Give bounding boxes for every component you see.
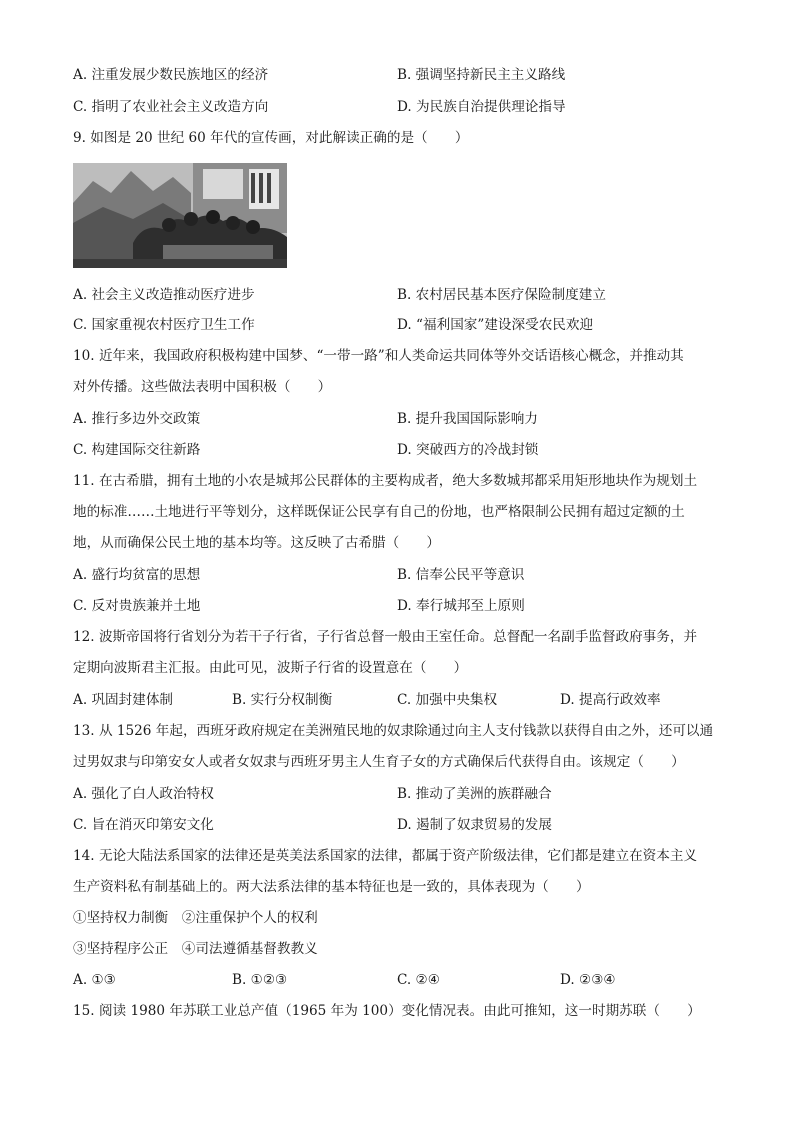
q9-stem: 9. 如图是 20 世纪 60 年代的宣传画，对此解读正确的是（ ） — [73, 130, 469, 146]
q11-stem-line-3: 地，从而确保公民土地的基本均等。这反映了古希腊（ ） — [73, 535, 441, 551]
propaganda-poster-image — [73, 163, 287, 268]
q11-option-a: A. 盛行均贫富的思想 — [73, 567, 201, 583]
q12-option-c: C. 加强中央集权 — [397, 692, 498, 708]
q14-stem-line-2: 生产资料私有制基础上的。两大法系法律的基本特征也是一致的，具体表现为（ ） — [73, 879, 590, 895]
q9-option-a: A. 社会主义改造推动医疗进步 — [73, 287, 255, 303]
q12-option-a: A. 巩固封建体制 — [73, 692, 174, 708]
q15-stem: 15. 阅读 1980 年苏联工业总产值（1965 年为 100）变化情况表。由此可推知，这一时期苏联（ ） — [73, 1003, 701, 1019]
q10-option-a: A. 推行多边外交政策 — [73, 411, 201, 427]
q10-stem-line-1: 10. 近年来，我国政府积极构建中国梦、“一带一路”和人类命运共同体等外交话语核心概念，并推动其 — [73, 348, 684, 364]
q9-option-c: C. 国家重视农村医疗卫生工作 — [73, 317, 255, 333]
q12-stem-line-1: 12. 波斯帝国将行省划分为若干子行省，子行省总督一般由王室任命。总督配一名副手监督政府事务，并 — [73, 629, 698, 645]
q13-option-c: C. 旨在消灭印第安文化 — [73, 817, 214, 833]
q10-option-c: C. 构建国际交往新路 — [73, 442, 201, 458]
q10-option-b: B. 提升我国国际影响力 — [397, 411, 538, 427]
q13-option-b: B. 推动了美洲的族群融合 — [397, 786, 552, 802]
q14-option-a: A. ①③ — [73, 972, 116, 988]
q13-stem-line-1: 13. 从 1526 年起，西班牙政府规定在美洲殖民地的奴隶除通过向主人支付钱款以获得自由之外，还可以通 — [73, 723, 714, 739]
q11-option-d: D. 奉行城邦至上原则 — [397, 598, 525, 614]
q14-stem-line-1: 14. 无论大陆法系国家的法律还是英美法系国家的法律，都属于资产阶级法律，它们都是建立在资本主义 — [73, 848, 698, 864]
q14-option-d: D. ②③④ — [560, 972, 616, 988]
q12-stem-line-2: 定期向波斯君主汇报。由此可见，波斯子行省的设置意在（ ） — [73, 660, 468, 676]
q12-option-b: B. 实行分权制衡 — [232, 692, 333, 708]
q13-stem-line-2: 过男奴隶与印第安女人或者女奴隶与西班牙男主人生育子女的方式确保后代获得自由。该规定（ ） — [73, 754, 685, 770]
q14-item-line-2: ③坚持程序公正 ④司法遵循基督教教义 — [73, 941, 318, 957]
q8-option-a: A. 注重发展少数民族地区的经济 — [73, 67, 269, 83]
q14-option-b: B. ①②③ — [232, 972, 288, 988]
q11-stem-line-2: 地的标准……土地进行平等划分，这样既保证公民享有自己的份地，也严格限制公民拥有超过定额的土 — [73, 504, 685, 520]
q11-option-b: B. 信奉公民平等意识 — [397, 567, 525, 583]
q10-option-d: D. 突破西方的冷战封锁 — [397, 442, 539, 458]
q11-option-c: C. 反对贵族兼并土地 — [73, 598, 201, 614]
q11-stem-line-1: 11. 在古希腊，拥有土地的小农是城邦公民群体的主要构成者，绝大多数城邦都采用矩形地块作为规划土 — [73, 473, 698, 489]
q8-option-d: D. 为民族自治提供理论指导 — [397, 99, 566, 115]
q9-option-b: B. 农村居民基本医疗保险制度建立 — [397, 287, 606, 303]
q13-option-d: D. 遏制了奴隶贸易的发展 — [397, 817, 552, 833]
q12-option-d: D. 提高行政效率 — [560, 692, 661, 708]
q8-option-b: B. 强调坚持新民主主义路线 — [397, 67, 566, 83]
q10-stem-line-2: 对外传播。这些做法表明中国积极（ ） — [73, 379, 332, 395]
q13-option-a: A. 强化了白人政治特权 — [73, 786, 214, 802]
q14-option-c: C. ②④ — [397, 972, 440, 988]
q9-option-d: D. “福利国家”建设深受农民欢迎 — [397, 317, 594, 333]
q8-option-c: C. 指明了农业社会主义改造方向 — [73, 99, 269, 115]
q14-item-line-1: ①坚持权力制衡 ②注重保护个人的权利 — [73, 910, 318, 926]
